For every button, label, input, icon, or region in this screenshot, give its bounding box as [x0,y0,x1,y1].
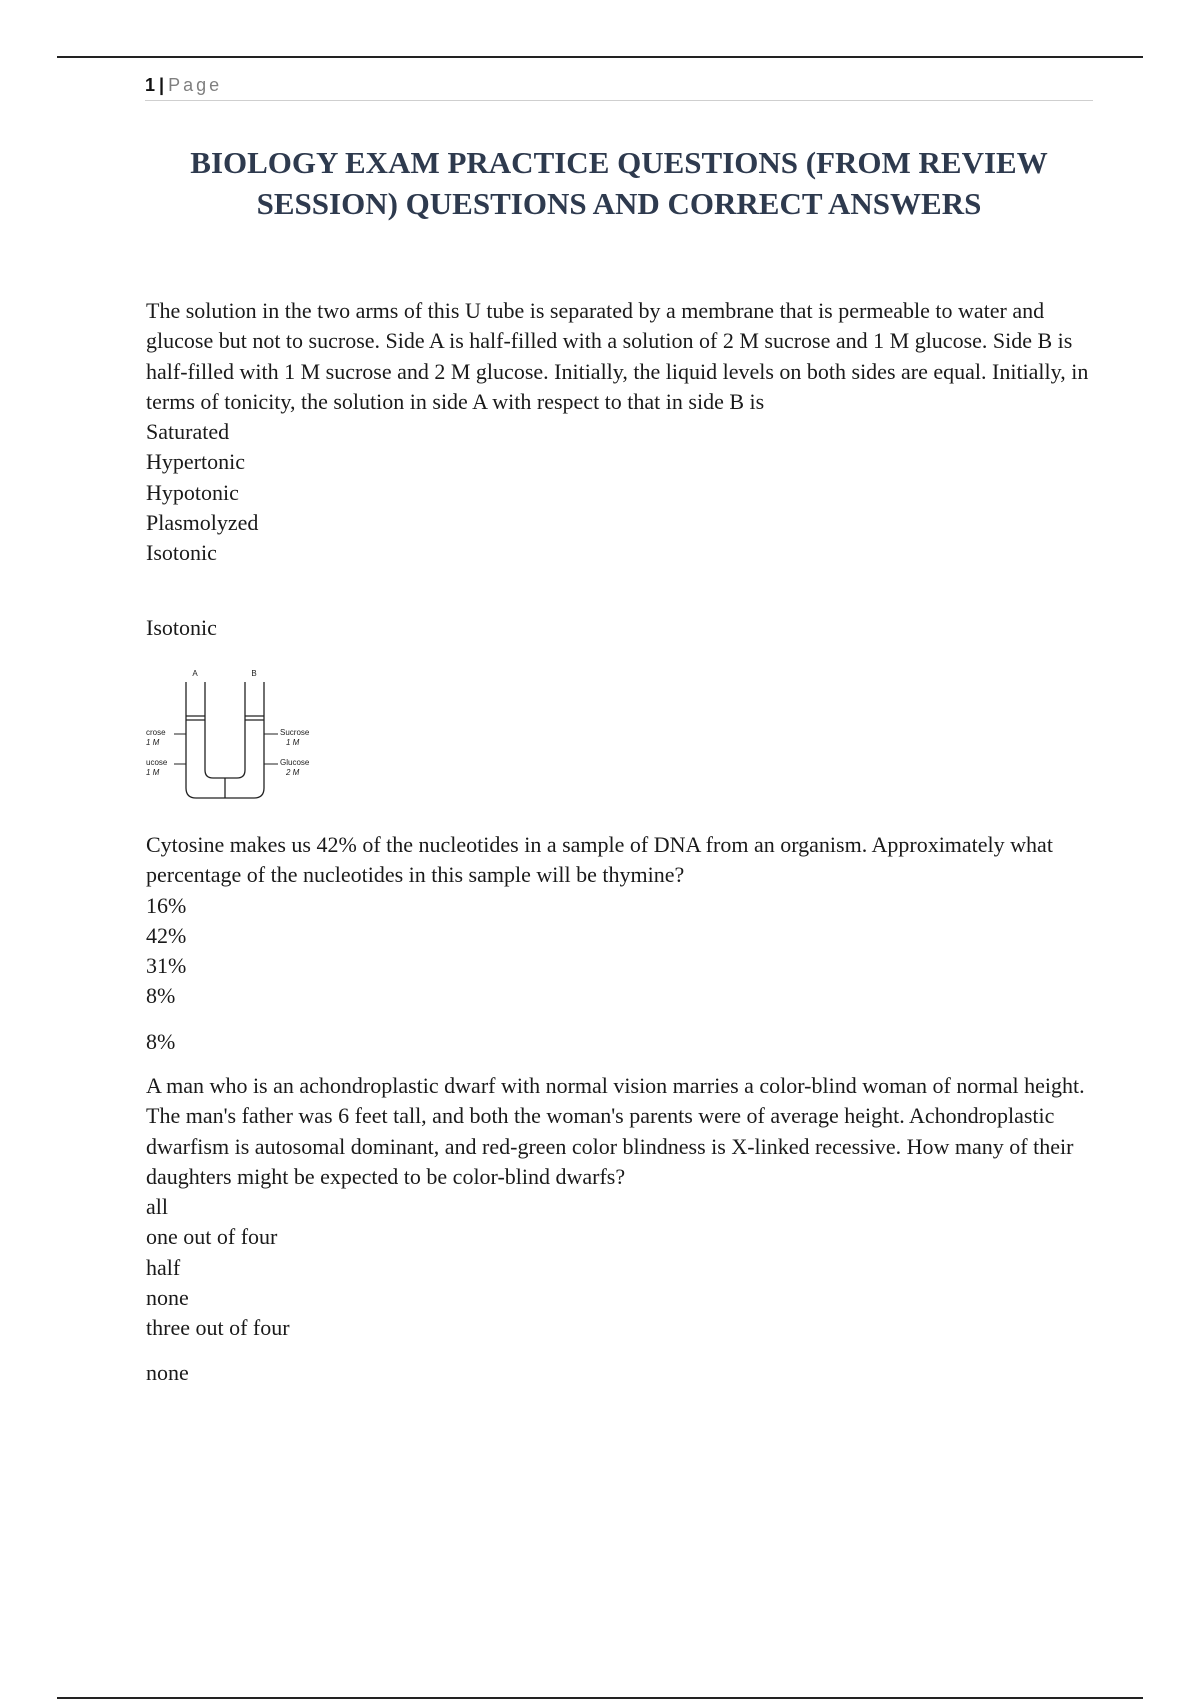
left-bottom-label: ucose [146,758,168,767]
label-b: B [251,669,257,678]
right-top-value: 1 M [286,738,300,747]
answer-2: 8% [146,1029,176,1054]
bottom-rule [57,1697,1143,1699]
u-tube-outline [186,682,264,798]
u-tube-diagram [146,668,321,803]
right-bottom-value: 2 M [286,768,300,777]
page-separator: | [159,75,165,95]
right-bottom-label: Glucose [280,758,310,767]
right-top-label: Sucrose [280,728,310,737]
option: Saturated [146,419,230,445]
top-rule [57,56,1143,58]
option: half [146,1254,181,1280]
option: Plasmolyzed [146,510,259,536]
option: all [146,1194,168,1220]
page-word: Page [168,75,223,95]
title-line-2: SESSION) QUESTIONS AND CORRECT ANSWERS [256,186,982,221]
answer-1: Isotonic [146,615,217,640]
document-title [145,142,1093,224]
label-a: A [192,669,198,678]
option: 31% [146,953,187,979]
question-2 [146,830,1091,1012]
option: Hypertonic [146,449,245,475]
option: none [146,1285,189,1311]
option: 42% [146,922,187,948]
leader-lines [174,734,278,764]
option: one out of four [146,1224,278,1250]
option: 8% [146,983,176,1009]
option: 16% [146,892,187,918]
left-top-label: crose [146,728,166,737]
question-text: Cytosine makes us 42% of the nucleotides in a sample of DNA from an organism. Approximately what percentage of the nucleotides in this sample will be thymine? [146,832,1053,888]
question-text: The solution in the two arms of this U tube is separated by a membrane that is permeable to water and glucose but not to sucrose. Side A is half-filled with a solution of 2 M sucrose and 1 M glucose. Side B is half-filled with 1 M sucrose and 2 M glucose. Initially, the liquid levels on both sides are equal. Initially, in terms of tonicity, the solution in side A with respect to that in side B is [146,298,1089,414]
answer-3: none [146,1360,189,1385]
question-text: A man who is an achondroplastic dwarf with normal vision marries a color-blind woman of normal height. The man's father was 6 feet tall, and both the woman's parents were of average height. Achondroplastic dwarfism is autosomal dominant, and red-green color blindness is X-linked recessive. How many of their daughters might be expected to be color-blind dwarfs? [146,1073,1085,1189]
page-header [145,74,1093,101]
page-number: 1 [145,75,156,95]
option: Isotonic [146,540,217,566]
left-bottom-value: 1 M [146,768,160,777]
question-3 [146,1071,1091,1344]
question-1 [146,296,1091,569]
left-top-value: 1 M [146,738,160,747]
title-line-1: BIOLOGY EXAM PRACTICE QUESTIONS (FROM REVIEW [190,145,1048,180]
u-tube-figure [146,668,321,803]
option: Hypotonic [146,479,239,505]
option: three out of four [146,1315,290,1341]
